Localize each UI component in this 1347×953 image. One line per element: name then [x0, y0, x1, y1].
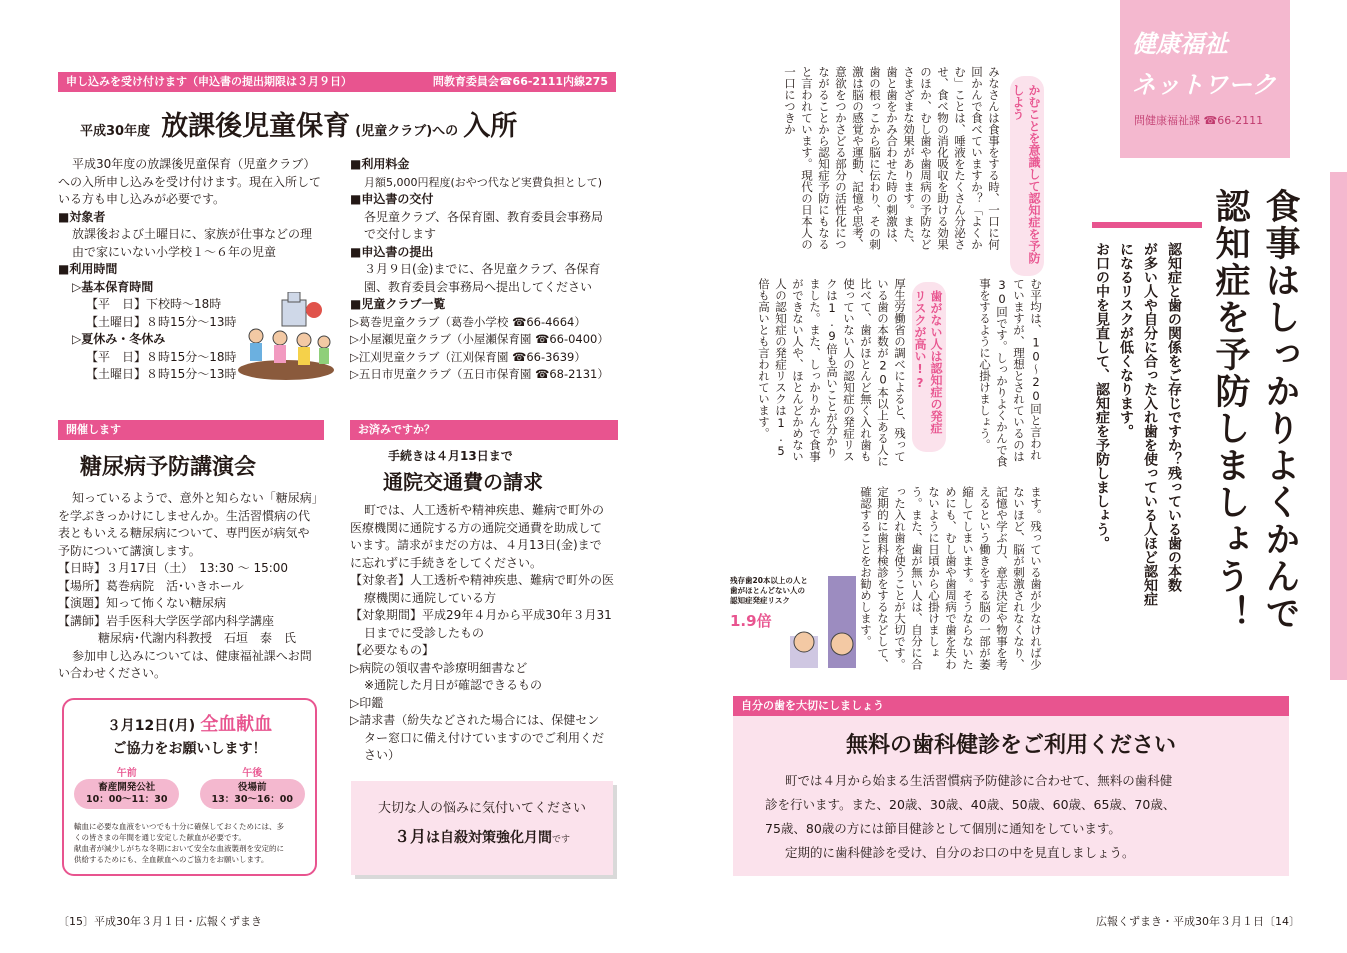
transport-needs-head: 【必要なもの】 — [350, 643, 435, 657]
diabetes-lecturer: 【講師】岩手医科大学医学部内科学講座 — [58, 613, 275, 628]
transport-needs-1b: ※通院した月日が確認できるもの — [364, 678, 543, 692]
transport-intro-2: 医療機関に通院する方の通院交通費を助成して — [350, 520, 603, 535]
transport-bar-label: お済みですか？ — [358, 423, 435, 436]
nursery-intro-3: いる方も申し込みが必要です。 — [58, 192, 226, 206]
nursery-section-bar — [58, 72, 616, 92]
transport-needs-3b: ター窓口に備え付けていますのでご利用くだ — [364, 730, 605, 745]
blood-pm-label: 午後 — [242, 768, 263, 779]
lead-line-4: お口の中を見直して、認知症を予防しましょう。 — [1094, 242, 1110, 550]
network-title-box — [1120, 0, 1290, 158]
nursery-basic-head: ▷基本保育時間 — [72, 279, 154, 294]
blood-pm-place: 役場前 — [237, 782, 267, 793]
dental-line-2: 診を行います。また、20歳、30歳、40歳、50歳、60歳、65歳、70歳、 — [765, 797, 1176, 812]
blood-note-4: 供給するためにも、全血献血へのご協力をお願いします。 — [74, 855, 269, 864]
transport-needs-3c: さい） — [364, 748, 401, 762]
transport-deadline: 手続きは４月13日まで — [388, 449, 513, 463]
nursery-intro-2: への入所申し込みを受け付けます。現在入所して — [58, 174, 322, 189]
transport-needs-3a: ▷請求書（紛失などされた場合には、保健セン — [350, 713, 600, 727]
club-item-koyase: ▷小屋瀬児童クラブ（小屋瀬保育園 ☎66-0400） — [350, 332, 609, 346]
dental-bar-label: 自分の歯を大切にしましょう — [741, 699, 884, 712]
nursery-target-2: 由で家にいない小学校１～６年の児童 — [72, 244, 277, 259]
suicide-prevention-box — [351, 781, 613, 875]
blood-subtitle: ご協力をお願いします！ — [112, 741, 267, 757]
suicide-line2 — [351, 824, 613, 847]
side-stripe — [1330, 172, 1347, 680]
right-page-footer: 広報くずまき・平成30年３月１日〔14〕 — [1096, 915, 1300, 928]
blood-schedule — [64, 764, 315, 809]
suicide-line2-a: ３月 — [393, 827, 426, 846]
diabetes-intro-2: を学ぶきっかけにしませんか。生活習慣病の代 — [58, 508, 311, 523]
nursery-form-2: で交付します — [364, 227, 437, 241]
col1-heading: かむことを意識して認知症を予防しよう — [1010, 76, 1044, 276]
diabetes-date: 【日時】３月17日（土） 13:30 ～ 15:00 — [58, 561, 289, 575]
person-icon — [794, 632, 814, 652]
network-contact: 問健康福祉課 ☎66-2111 — [1134, 114, 1264, 127]
club-item-kuzumaki: ▷葛巻児童クラブ（葛巻小学校 ☎66-4664） — [350, 314, 586, 329]
risk-chart-value: 1.9倍 — [730, 612, 772, 630]
blood-note-3: 献血者が減少しがちな冬期において安全な血液製剤を安定的に — [74, 844, 284, 853]
dental-line-4: 定期的に歯科健診を受け、自分のお口の中を見直しましょう。 — [785, 845, 1135, 860]
main-headline: 食事はしっかりよくかんで認知症を予防しましょう！ — [1210, 188, 1300, 632]
blood-am-place: 畜産開発公社 — [98, 782, 156, 793]
dental-line-3: 75歳、80歳の方には節目健診として個別に通知をしています。 — [765, 821, 1121, 836]
suicide-line2-b: は自殺対策強化月間 — [426, 830, 552, 846]
transport-intro-1: 町では、人工透析や精神疾患、難病で町外の — [364, 503, 605, 517]
diabetes-body — [58, 490, 333, 683]
dental-body — [765, 769, 1289, 865]
transport-needs-1: ▷病院の領収書や診療明細書など — [350, 660, 528, 675]
blood-title-date: ３月12日(月) — [106, 718, 196, 734]
blood-note-1: 輸血に必要な血液をいつでも十分に確保しておくためには、多 — [74, 822, 284, 831]
transport-target-2: 療機関に通院している方 — [364, 590, 497, 605]
nursery-submit-head: ■申込書の提出 — [350, 244, 434, 259]
nursery-basic-saturday: 【土曜日】８時15分～13時 — [86, 314, 237, 329]
nursery-target-head: ■対象者 — [58, 209, 106, 224]
blood-note — [74, 821, 307, 865]
transport-needs-2: ▷印鑑 — [350, 695, 384, 710]
transport-section-bar — [350, 420, 618, 440]
diabetes-note-1: 参加申し込みについては、健康福祉課へお問 — [72, 648, 312, 663]
suicide-line2-c: です — [552, 835, 571, 845]
nursery-fee-head: ■利用料金 — [350, 157, 410, 171]
transport-target-1: 【対象者】人工透析や精神疾患、難病で町外の医 — [350, 573, 615, 587]
col2-heading: 歯がない人は認知症の発症リスクが高い!? — [912, 282, 946, 452]
risk-caption-3: 認知症発症リスク — [730, 596, 790, 605]
blood-am-time: 10：00～11：30 — [86, 794, 168, 805]
col1-text: みなさんは食事をする時、一口に何回かんで食べていますか？「よくかむ」ことは、唾液をたくさん分泌させ、食べ物の消化吸収を助ける効果のほか、むし歯や歯周病の予防などさまざまな効果があります。また、歯と歯をかみ合わせた時の刺激は、歯の根っこから脳に伝わり、その刺激は脳の感覚や運動、記憶や思考、意欲をつかさどる部分の活性化につながることから認知症予防にもなると言われています。現代の日本人の一口につきか — [783, 66, 1001, 250]
diabetes-bar-label: 開催します — [66, 423, 121, 436]
risk-caption-2: 歯がほとんどない人の — [730, 586, 805, 595]
nursery-summer-saturday: 【土曜日】８時15分～13時 — [86, 367, 237, 381]
blood-note-2: くの皆さまの年間を通じ安定した献血が必要です。 — [74, 833, 246, 842]
nursery-bar-contact: 問教育委員会☎66-2111内線275 — [432, 75, 608, 88]
transport-body — [350, 502, 622, 765]
diabetes-lecturer-2: 糖尿病･代謝内科教授 石垣 泰 氏 — [98, 631, 297, 645]
dental-title: 無料の歯科健診をご利用ください — [845, 733, 1176, 758]
lead-line-3: になるリスクが低くなります。 — [1118, 242, 1134, 438]
diabetes-section-bar — [58, 420, 324, 440]
blood-pm-slot — [200, 764, 305, 809]
nursery-basic-weekday: 【平 日】下校時～18時 — [86, 297, 222, 311]
nursery-summer-head: ▷夏休み・冬休み — [72, 332, 166, 346]
nursery-title — [80, 104, 610, 144]
diabetes-title: 糖尿病予防講演会 — [80, 455, 257, 480]
diabetes-intro-4: 予防について講演します。 — [58, 543, 201, 558]
transport-period-1: 【対象期間】平成29年４月から平成30年３月31 — [350, 608, 612, 622]
diabetes-note-2: い合わせください。 — [58, 666, 167, 680]
blood-am-label: 午前 — [116, 768, 137, 779]
nursery-hours-head: ■利用時間 — [58, 262, 118, 276]
dental-section-bar — [733, 696, 1289, 716]
nursery-bar-label: 申し込みを受け付けます（申込書の提出期限は３月９日） — [66, 75, 352, 88]
col3-text: ます。残っている歯が少なければ少ないほど、脳が刺激されなくなり、記憶や学ぶ力、意志決定や物事を考えるという働きをする脳の一部が萎縮してしまいます。そうならないためにも、むし歯や歯周病で歯を失わないように日頃から心掛けましょう。また、歯が無い人は、自分に合った入れ歯を使うことが大切です。定期的に歯科検診をするなどして、確認することをお勧めします。 — [859, 486, 1043, 670]
network-title-1: 健康福祉 — [1132, 30, 1228, 58]
blood-pm-pill — [200, 779, 305, 809]
left-page-footer: 〔15〕平成30年３月１日・広報くずまき — [58, 915, 262, 928]
nursery-title-end: 入所 — [463, 111, 518, 142]
nursery-title-sub: (児童クラブ)への — [355, 124, 459, 139]
dental-box — [733, 716, 1289, 876]
nursery-right-column — [350, 156, 620, 384]
risk-chart-box — [730, 572, 860, 682]
nursery-summer-weekday: 【平 日】８時15分～18時 — [86, 349, 237, 364]
nursery-fee-text: 月額5,000円程度(おやつ代など実費負担として) — [364, 175, 603, 189]
nursery-form-1: 各児童クラブ、各保育園、教育委員会事務局 — [364, 209, 604, 224]
dental-line-1: 町では４月から始まる生活習慣病予防健診に合わせて、無料の歯科健 — [785, 773, 1173, 788]
nursery-clubs-head: ■児童クラブ一覧 — [350, 297, 446, 311]
lead-accent-bar — [1092, 222, 1202, 228]
risk-caption-1: 残存歯20本以上の人と — [730, 576, 808, 585]
risk-bars-svg — [786, 572, 862, 672]
diabetes-place: 【場所】葛巻病院 活･いきホール — [58, 578, 244, 593]
nursery-form-head: ■申込書の交付 — [350, 192, 434, 206]
nursery-intro-1: 平成30年度の放課後児童保育（児童クラブ） — [72, 157, 316, 171]
blood-am-pill — [74, 779, 179, 809]
lead-text — [1090, 242, 1186, 662]
suicide-line1: 大切な人の悩みに気付いてください — [377, 801, 586, 816]
col2-text: む平均は、10～20回と言われていますが、理想とされているのは30回です。しっかりよくかんで食事をするように心掛けましょう。 — [978, 278, 1043, 467]
nursery-title-prefix: 平成30年度 — [80, 124, 151, 139]
diabetes-intro-3: 表ともいえる糖尿病について、専門医が病気や — [58, 526, 310, 540]
diabetes-intro-1: 知っているようで、意外と知らない「糖尿病」 — [72, 491, 324, 505]
blood-pm-time: 13：30～16：00 — [211, 794, 293, 805]
blood-title-main: 全血献血 — [200, 714, 273, 735]
blood-am-slot — [74, 764, 179, 809]
lead-line-1: 認知症と歯の関係をご存じですか？残っている歯の本数 — [1166, 242, 1182, 592]
elder-person-icon — [831, 633, 853, 655]
transport-title: 通院交通費の請求 — [383, 470, 543, 494]
nursery-target-1: 放課後および土曜日に、家族が仕事などの理 — [72, 227, 313, 241]
club-item-ekari: ▷江刈児童クラブ（江刈保育園 ☎66-3639） — [350, 349, 586, 364]
transport-period-2: 日までに受診したもの — [364, 625, 485, 640]
club-item-itsukaichi: ▷五日市児童クラブ（五日市保育園 ☎68-2131） — [350, 367, 609, 381]
col2-text-2: 厚生労働省の調べによると、残っている歯の本数が20本以上ある人に比べて、歯がほとんど無く入れ歯も使っていない人の認知症の発症リスクは1.9倍も高いことが分かりました。また、しっかりかんで食事ができない人や、ほとんどかめない人の認知症の発症リスクは1.5倍も高いとも言われています。 — [757, 278, 907, 467]
diabetes-topic: 【演題】知って怖くない糖尿病 — [58, 596, 227, 610]
nursery-submit-1: ３月９日(金)までに、各児童クラブ、各保育 — [364, 262, 601, 276]
nursery-title-main: 放課後児童保育 — [161, 111, 351, 142]
transport-intro-3: います。請求がまだの方は、４月13日(金)まで — [350, 538, 602, 552]
nursery-submit-2: 園、教育委員会事務局へ提出してください — [364, 279, 593, 294]
children-playing-illustration — [236, 292, 336, 380]
transport-intro-4: に忘れずに手続きをしてください。 — [350, 555, 543, 570]
network-title-2: ネットワーク — [1132, 71, 1276, 99]
lead-line-2: が多い人や自分に合った入れ歯を使っている人ほど認知症 — [1142, 242, 1158, 606]
blood-title — [64, 710, 315, 736]
blood-donation-box — [62, 698, 317, 876]
